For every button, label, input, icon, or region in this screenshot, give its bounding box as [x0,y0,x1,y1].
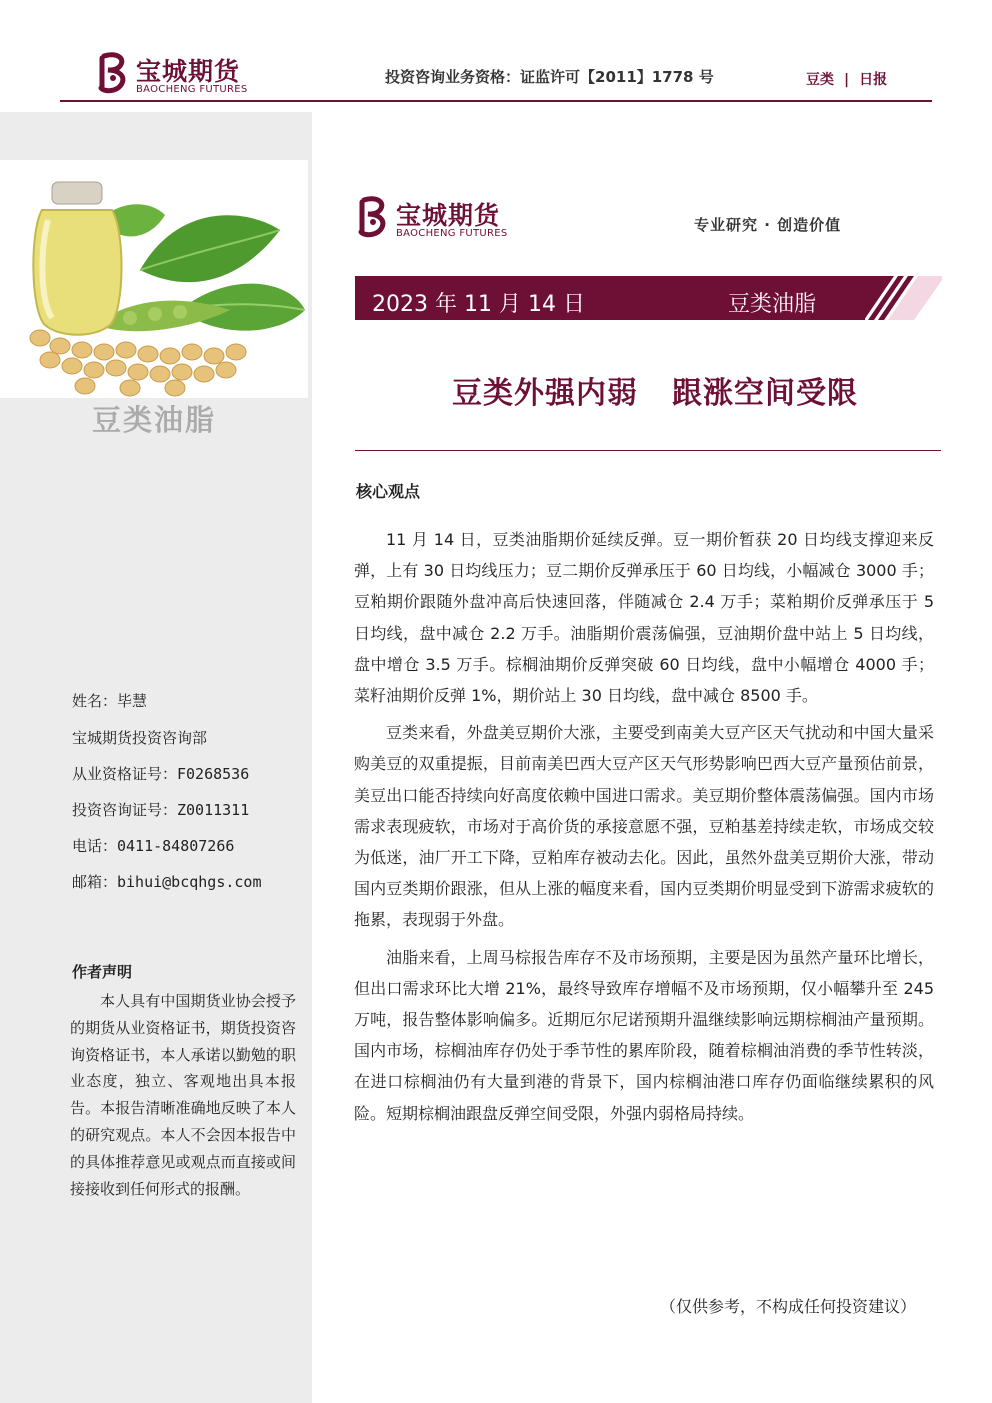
baocheng-b-logo-icon [96,50,130,96]
baocheng-b-logo-icon [356,194,390,240]
body-paragraph: 油脂来看，上周马棕报告库存不及市场预期，主要是因为虽然产量环比增长，但出口需求环比大增 21%，最终导致库存增幅不及市场预期，仅小幅攀升至 245 万吨，报告整体影响偏多。近期厄尔尼诺预期升温继续影响远期棕榈油产量预期。国内市场，棕榈油库存仍处于季节性的累库阶段，随着棕榈油消费的季节性转淡，在进口棕榈油仍有大量到港的背景下，国内棕榈油港口库存仍面临继续累积的风险。短期棕榈油跟盘反弹空间受限，外强内弱格局持续。 [354,947,934,1123]
title-part-2: 跟涨空间受限 [672,376,858,411]
analyst-consulting-id: 投资咨询证号：Z0011311 [72,801,250,819]
cover-image [0,160,308,398]
oil-jar-soybeans-illustration [0,160,308,398]
analyst-department: 宝城期货投资咨询部 [72,729,208,747]
report-tag [806,69,887,89]
tag-separator: | [844,72,850,88]
report-category: 豆类 [806,72,834,88]
header-divider [60,100,932,102]
main-logo-cn: 宝城期货 [396,201,501,230]
banner-stripes-decoration [850,276,942,320]
report-type: 日报 [859,72,888,88]
report-title [452,368,858,412]
license-text: 投资咨询业务资格：证监许可【2011】1778 号 [385,68,714,86]
main-logo-en: BAOCHENG FUTURES [396,228,508,239]
declaration-text: 本人具有中国期货业协会授予的期货从业资格证书，期货投资咨询资格证书，本人承诺以勤勉的职业态度，独立、客观地出具本报告。本报告清晰准确地反映了本人的研究观点。本人不会因本报告中的具体推荐意见或观点而直接或间接接收到任何形式的报酬。 [70,992,296,1198]
body-paragraph: 11 月 14 日，豆类油脂期价延续反弹。豆一期价暂获 20 日均线支撑迎来反弹，上有 30 日均线压力；豆二期价反弹承压于 60 日均线，小幅减仓 3000 手；豆粕期价跟随外盘冲高后快速回落，伴随减仓 2.4 万手；菜粕期价反弹承压于 5 日均线，盘中减仓 2.2 万手。油脂期价震荡偏强，豆油期价盘中站上 5 日均线，盘中增仓 3.5 万手。棕榈油期价反弹突破 60 日均线，盘中小幅增仓 4000 手；菜籽油期价反弹 1%，期价站上 30 日均线，盘中减仓 8500 手。 [354,530,934,706]
title-divider [355,450,941,451]
header-logo-en: BAOCHENG FUTURES [136,84,248,95]
sidebar-title: 豆类油脂 [92,403,217,437]
report-body [354,524,934,1135]
header-logo [96,50,256,100]
core-viewpoint-heading: 核心观点 [356,482,421,501]
analyst-name: 姓名：毕慧 [72,692,148,710]
slogan: 专业研究 · 创造价值 [694,216,842,234]
analyst-phone: 电话：0411-84807266 [72,837,235,855]
title-part-1: 豆类外强内弱 [452,376,638,411]
analyst-email: 邮箱：bihui@bcqhgs.com [72,873,262,891]
analyst-qualification: 从业资格证号：F0268536 [72,765,250,783]
header-logo-cn: 宝城期货 [136,57,241,86]
body-paragraph: 豆类来看，外盘美豆期价大涨，主要受到南美大豆产区天气扰动和中国大量采购美豆的双重提振，目前南美巴西大豆产区天气形势影响巴西大豆产量预估前景，美豆出口能否持续向好高度依赖中国进口需求。美豆期价整体震荡偏强。国内市场需求表现疲软，市场对于高价货的承接意愿不强，豆粕基差持续走软，市场成交较为低迷，油厂开工下降，豆粕库存被动去化。因此，虽然外盘美豆期价大涨，带动国内豆类期价跟涨，但从上涨的幅度来看，国内豆类期价明显受到下游需求疲软的拖累，表现弱于外盘。 [354,723,934,930]
main-logo [356,194,526,242]
disclaimer-note: （仅供参考，不构成任何投资建议） [660,1297,917,1316]
report-sector: 豆类油脂 [728,292,817,317]
report-date: 2023 年 11 月 14 日 [372,292,585,317]
declaration-heading: 作者声明 [72,963,133,981]
